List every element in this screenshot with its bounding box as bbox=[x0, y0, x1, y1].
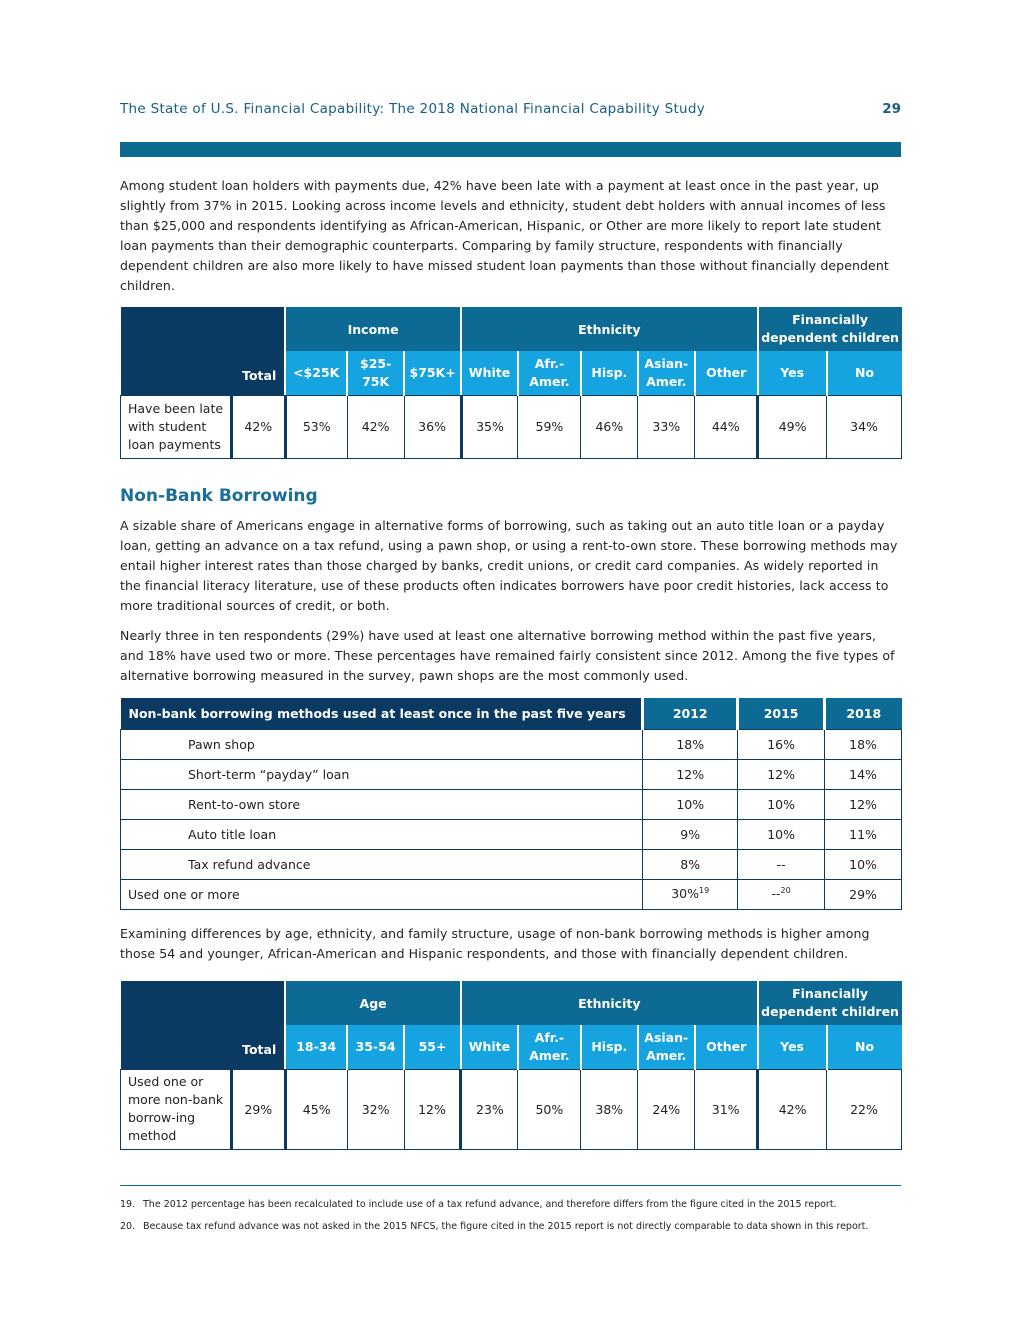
table-cell: 10% bbox=[738, 819, 825, 849]
footnote-ref: 20 bbox=[780, 886, 791, 896]
col-white: White bbox=[461, 1025, 518, 1069]
section-title: Non-Bank Borrowing bbox=[120, 486, 318, 506]
table-cell: 12% bbox=[404, 1069, 461, 1149]
col-age-35-54: 35-54 bbox=[347, 1025, 404, 1069]
table-cell: 12% bbox=[643, 759, 738, 789]
table-cell: 42% bbox=[758, 1069, 827, 1149]
table-cell: 14% bbox=[825, 759, 902, 789]
paragraph-student-loans: Among student loan holders with payments due, 42% have been late with a payment at least once in the past year, up slightly from 37% in 2015. Looking across income levels and ethnicity, student debt holders with annual incomes of less than $25,000 and respondents identifying as African-American, Hispanic, or Other are more likely to report late student loan payments than their demographic counterparts. Comparing by family structure, respondents with financially dependent children are also more likely to have missed student loan payments than those without financially dependent children. bbox=[120, 178, 889, 293]
table-cell: 10% bbox=[643, 789, 738, 819]
footnote-divider bbox=[120, 1185, 901, 1186]
col-age-18-34: 18-34 bbox=[285, 1025, 347, 1069]
col-2018: 2018 bbox=[825, 698, 902, 729]
table-cell: 59% bbox=[518, 395, 581, 458]
table-cell: 16% bbox=[738, 729, 825, 759]
table-cell: 29% bbox=[825, 879, 902, 909]
paragraph-non-bank-intro: A sizable share of Americans engage in alternative forms of borrowing, such as taking out an auto title loan or a payday loan, getting an advance on a tax refund, using a pawn shop, or using a rent-to-own store. These borrowing methods may entail higher interest rates than those charged by banks, credit unions, or credit card companies. As widely reported in the financial literacy literature, use of these products often indicates borrowers have poor credit histories, lack access to more traditional sources of credit, or both. bbox=[120, 518, 898, 613]
col-hisp: Hisp. bbox=[581, 1025, 638, 1069]
row-label: Have been late with student loan payments bbox=[121, 395, 232, 458]
paragraph-demographics: Examining differences by age, ethnicity, and family structure, usage of non-bank borrowing methods is higher among those 54 and younger, African-American and Hispanic respondents, and those with financially dependent children. bbox=[120, 926, 870, 961]
col-yes: Yes bbox=[758, 1025, 827, 1069]
table-row bbox=[121, 819, 902, 849]
table-row bbox=[121, 1069, 902, 1149]
table-cell: 45% bbox=[285, 1069, 347, 1149]
table-cell: 10% bbox=[738, 789, 825, 819]
non-bank-methods-table bbox=[120, 698, 902, 910]
col-no: No bbox=[827, 351, 902, 395]
col-other: Other bbox=[695, 1025, 758, 1069]
group-ethnicity: Ethnicity bbox=[461, 981, 758, 1025]
header-bar bbox=[120, 142, 901, 157]
table-cell: 46% bbox=[581, 395, 638, 458]
table-cell: -- bbox=[738, 849, 825, 879]
total-value: 42% bbox=[231, 395, 285, 458]
running-header bbox=[120, 101, 901, 121]
table-cell: 24% bbox=[638, 1069, 695, 1149]
table-cell: 34% bbox=[827, 395, 902, 458]
col-asian-amer: Asian-Amer. bbox=[638, 351, 695, 395]
table-cell: 10% bbox=[825, 849, 902, 879]
col-income-high: $75K+ bbox=[404, 351, 461, 395]
col-age-55-plus: 55+ bbox=[404, 1025, 461, 1069]
col-no: No bbox=[827, 1025, 902, 1069]
table-cell: 8% bbox=[643, 849, 738, 879]
method-label: Short-term “payday” loan bbox=[121, 759, 643, 789]
table-cell: 12% bbox=[825, 789, 902, 819]
group-income: Income bbox=[285, 307, 461, 351]
table-row bbox=[121, 395, 902, 458]
col-afr-amer: Afr.-Amer. bbox=[518, 351, 581, 395]
table-cell: 12% bbox=[738, 759, 825, 789]
table-row bbox=[121, 729, 902, 759]
method-label: Pawn shop bbox=[121, 729, 643, 759]
method-label: Rent-to-own store bbox=[121, 789, 643, 819]
table-cell: 44% bbox=[695, 395, 758, 458]
footnote-number: 19. bbox=[120, 1199, 136, 1210]
table-cell: 11% bbox=[825, 819, 902, 849]
table-cell: 22% bbox=[827, 1069, 902, 1149]
table-cell: 49% bbox=[758, 395, 827, 458]
col-asian-amer: Asian-Amer. bbox=[638, 1025, 695, 1069]
methods-header: Non-bank borrowing methods used at least once in the past five years bbox=[121, 698, 643, 729]
table-cell: 53% bbox=[285, 395, 347, 458]
table-cell: --$^{20}$ bbox=[738, 879, 825, 909]
footnote-text: The 2012 percentage has been recalculated to include use of a tax refund advance, and therefore differs from the figure cited in the 2015 report. bbox=[143, 1199, 837, 1210]
method-label: Auto title loan bbox=[121, 819, 643, 849]
col-other: Other bbox=[695, 351, 758, 395]
table-cell: 23% bbox=[461, 1069, 518, 1149]
paragraph-non-bank-usage: Nearly three in ten respondents (29%) have used at least one alternative borrowing method within the past five years, and 18% have used two or more. These percentages have remained fairly consistent since 2012. Among the five types of alternative borrowing measured in the survey, pawn shops are the most commonly used. bbox=[120, 628, 895, 683]
table-row bbox=[121, 789, 902, 819]
total-value: 29% bbox=[231, 1069, 285, 1149]
table-cell: 42% bbox=[347, 395, 404, 458]
page-number: 29 bbox=[882, 101, 901, 117]
table-row bbox=[121, 879, 902, 909]
col-2015: 2015 bbox=[738, 698, 825, 729]
footnote-number: 20. bbox=[120, 1221, 136, 1232]
table-cell: 18% bbox=[825, 729, 902, 759]
table-cell: 33% bbox=[638, 395, 695, 458]
group-dependent-children: Financially dependent children bbox=[758, 307, 902, 351]
table-cell: 18% bbox=[643, 729, 738, 759]
footnote-text: Because tax refund advance was not asked in the 2015 NFCS, the figure cited in the 2015 report is not directly comparable to data shown in this report. bbox=[143, 1221, 869, 1232]
table-cell: 30%$^{19}$ bbox=[643, 879, 738, 909]
total-header: Total bbox=[121, 981, 286, 1069]
group-dependent-children: Financially dependent children bbox=[758, 981, 902, 1025]
method-label: Tax refund advance bbox=[121, 849, 643, 879]
table-row bbox=[121, 759, 902, 789]
col-2012: 2012 bbox=[643, 698, 738, 729]
table-cell: 35% bbox=[461, 395, 518, 458]
table-cell: 31% bbox=[695, 1069, 758, 1149]
col-white: White bbox=[461, 351, 518, 395]
total-header: Total bbox=[121, 307, 286, 395]
group-ethnicity: Ethnicity bbox=[461, 307, 758, 351]
col-afr-amer: Afr.-Amer. bbox=[518, 1025, 581, 1069]
row-label: Used one or more non-bank borrow-ing method bbox=[121, 1069, 232, 1149]
report-title: The State of U.S. Financial Capability: The 2018 National Financial Capability Study bbox=[120, 101, 706, 117]
late-payments-table bbox=[120, 307, 902, 459]
table-cell: 50% bbox=[518, 1069, 581, 1149]
non-bank-demographics-table bbox=[120, 981, 902, 1150]
table-row bbox=[121, 849, 902, 879]
footnote-ref: 19 bbox=[699, 886, 710, 896]
table-cell: 36% bbox=[404, 395, 461, 458]
total-row-label: Used one or more bbox=[121, 879, 643, 909]
table-cell: 9% bbox=[643, 819, 738, 849]
col-yes: Yes bbox=[758, 351, 827, 395]
group-age: Age bbox=[285, 981, 461, 1025]
table-cell: 32% bbox=[347, 1069, 404, 1149]
col-hisp: Hisp. bbox=[581, 351, 638, 395]
col-income-low: <$25K bbox=[285, 351, 347, 395]
table-cell: 38% bbox=[581, 1069, 638, 1149]
col-income-mid: $25-75K bbox=[347, 351, 404, 395]
